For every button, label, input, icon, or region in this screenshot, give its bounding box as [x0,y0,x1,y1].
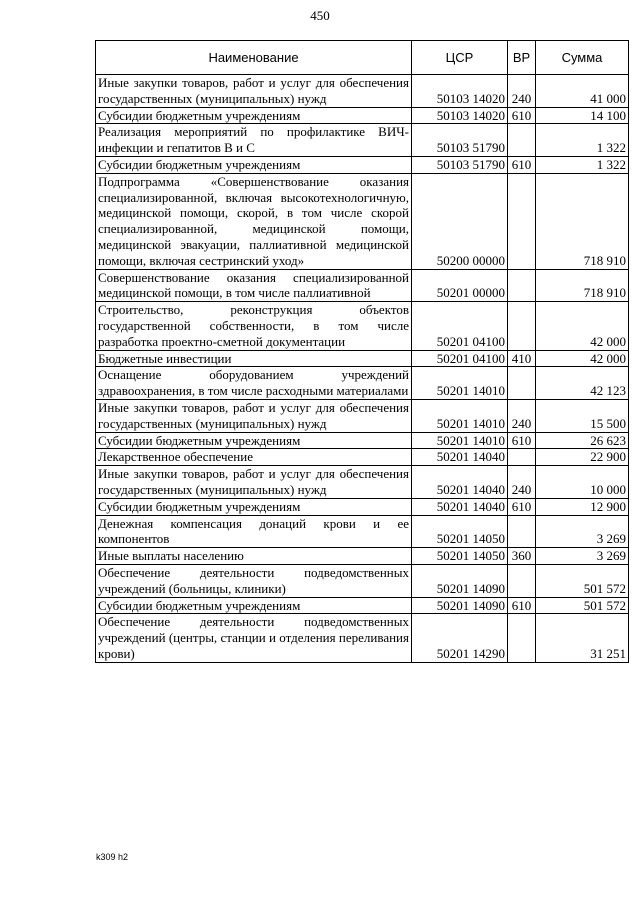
cell-sum: 42 123 [536,367,629,400]
cell-name: Иные закупки товаров, работ и услуг для обеспечения государственных (муниципальных) нужд [96,75,412,108]
table-body [96,75,629,663]
table-row [96,367,629,400]
cell-vr [508,173,536,269]
cell-name: Иные закупки товаров, работ и услуг для обеспечения государственных (муниципальных) нужд [96,466,412,499]
cell-vr: 610 [508,597,536,614]
cell-csr: 50201 14040 [412,498,508,515]
cell-vr [508,269,536,302]
cell-csr: 50201 04100 [412,302,508,350]
header-vr: ВР [508,41,536,75]
cell-csr: 50201 04100 [412,350,508,367]
header-row [96,41,629,75]
cell-vr [508,564,536,597]
cell-sum: 3 269 [536,515,629,548]
table-row [96,614,629,662]
cell-csr: 50201 14040 [412,466,508,499]
cell-name: Субсидии бюджетным учреждениям [96,498,412,515]
cell-csr: 50201 14010 [412,432,508,449]
cell-sum: 31 251 [536,614,629,662]
cell-vr: 240 [508,399,536,432]
table-row [96,107,629,124]
cell-csr: 50103 14020 [412,107,508,124]
cell-csr: 50103 14020 [412,75,508,108]
cell-name: Субсидии бюджетным учреждениям [96,156,412,173]
cell-csr: 50201 14040 [412,449,508,466]
table-row [96,75,629,108]
page-number: 450 [310,8,330,23]
cell-name: Иные выплаты населению [96,548,412,565]
cell-sum: 41 000 [536,75,629,108]
cell-sum: 10 000 [536,466,629,499]
cell-csr: 50103 51790 [412,124,508,157]
cell-sum: 12 900 [536,498,629,515]
cell-csr: 50201 14010 [412,367,508,400]
cell-csr: 50201 14050 [412,515,508,548]
cell-sum: 718 910 [536,269,629,302]
table-row [96,449,629,466]
table-row [96,498,629,515]
cell-vr [508,614,536,662]
cell-name: Реализация мероприятий по профилактике ВИЧ-инфекции и гепатитов В и С [96,124,412,157]
table-row [96,269,629,302]
cell-vr: 610 [508,107,536,124]
cell-csr: 50201 14090 [412,597,508,614]
cell-name: Лекарственное обеспечение [96,449,412,466]
budget-table [95,40,629,663]
cell-sum: 1 322 [536,124,629,157]
cell-name: Субсидии бюджетным учреждениям [96,432,412,449]
cell-name: Субсидии бюджетным учреждениям [96,597,412,614]
cell-sum: 501 572 [536,597,629,614]
header-name: Наименование [96,41,412,75]
cell-sum: 42 000 [536,302,629,350]
cell-name: Оснащение оборудованием учреждений здравоохранения, в том числе расходными материалами [96,367,412,400]
cell-name: Иные закупки товаров, работ и услуг для обеспечения государственных (муниципальных) нужд [96,399,412,432]
table-row [96,548,629,565]
table-row [96,466,629,499]
table-row [96,350,629,367]
footer-code: k309 h2 [96,852,129,862]
cell-vr: 610 [508,156,536,173]
cell-name: Строительство, реконструкция объектов государственной собственности, в том числе разработка проектно-сметной документации [96,302,412,350]
cell-vr: 610 [508,498,536,515]
table-row [96,124,629,157]
cell-csr: 50201 14290 [412,614,508,662]
cell-name: Обеспечение деятельности подведомственных учреждений (больницы, клиники) [96,564,412,597]
cell-vr [508,449,536,466]
table-row [96,302,629,350]
cell-name: Обеспечение деятельности подведомственных учреждений (центры, станции и отделения переливания крови) [96,614,412,662]
cell-sum: 1 322 [536,156,629,173]
cell-vr [508,367,536,400]
cell-name: Совершенствование оказания специализированной медицинской помощи, в том числе паллиативной [96,269,412,302]
table-row [96,156,629,173]
cell-name: Бюджетные инвестиции [96,350,412,367]
table-row [96,515,629,548]
table-row [96,564,629,597]
table-row [96,399,629,432]
cell-sum: 14 100 [536,107,629,124]
cell-csr: 50201 14090 [412,564,508,597]
table-row [96,432,629,449]
cell-sum: 501 572 [536,564,629,597]
header-sum: Сумма [536,41,629,75]
cell-vr [508,124,536,157]
cell-csr: 50200 00000 [412,173,508,269]
cell-name: Денежная компенсация донаций крови и ее компонентов [96,515,412,548]
cell-vr [508,515,536,548]
cell-csr: 50201 14010 [412,399,508,432]
header-csr: ЦСР [412,41,508,75]
cell-sum: 718 910 [536,173,629,269]
cell-vr [508,302,536,350]
cell-vr: 240 [508,75,536,108]
cell-vr: 610 [508,432,536,449]
cell-name: Субсидии бюджетным учреждениям [96,107,412,124]
cell-vr: 360 [508,548,536,565]
cell-sum: 15 500 [536,399,629,432]
cell-sum: 3 269 [536,548,629,565]
table-row [96,597,629,614]
table-header [96,41,629,75]
cell-sum: 42 000 [536,350,629,367]
cell-vr: 240 [508,466,536,499]
cell-sum: 22 900 [536,449,629,466]
cell-sum: 26 623 [536,432,629,449]
cell-csr: 50201 14050 [412,548,508,565]
table-row [96,173,629,269]
cell-name: Подпрограмма «Совершенствование оказания специализированной, включая высокотехнологичную, медицинской помощи, скорой, в том числе скорой специализированной, медицинской помощи, медицинской эвакуации, паллиативной медицинской помощи, включая сестринский уход» [96,173,412,269]
cell-csr: 50201 00000 [412,269,508,302]
cell-csr: 50103 51790 [412,156,508,173]
cell-vr: 410 [508,350,536,367]
